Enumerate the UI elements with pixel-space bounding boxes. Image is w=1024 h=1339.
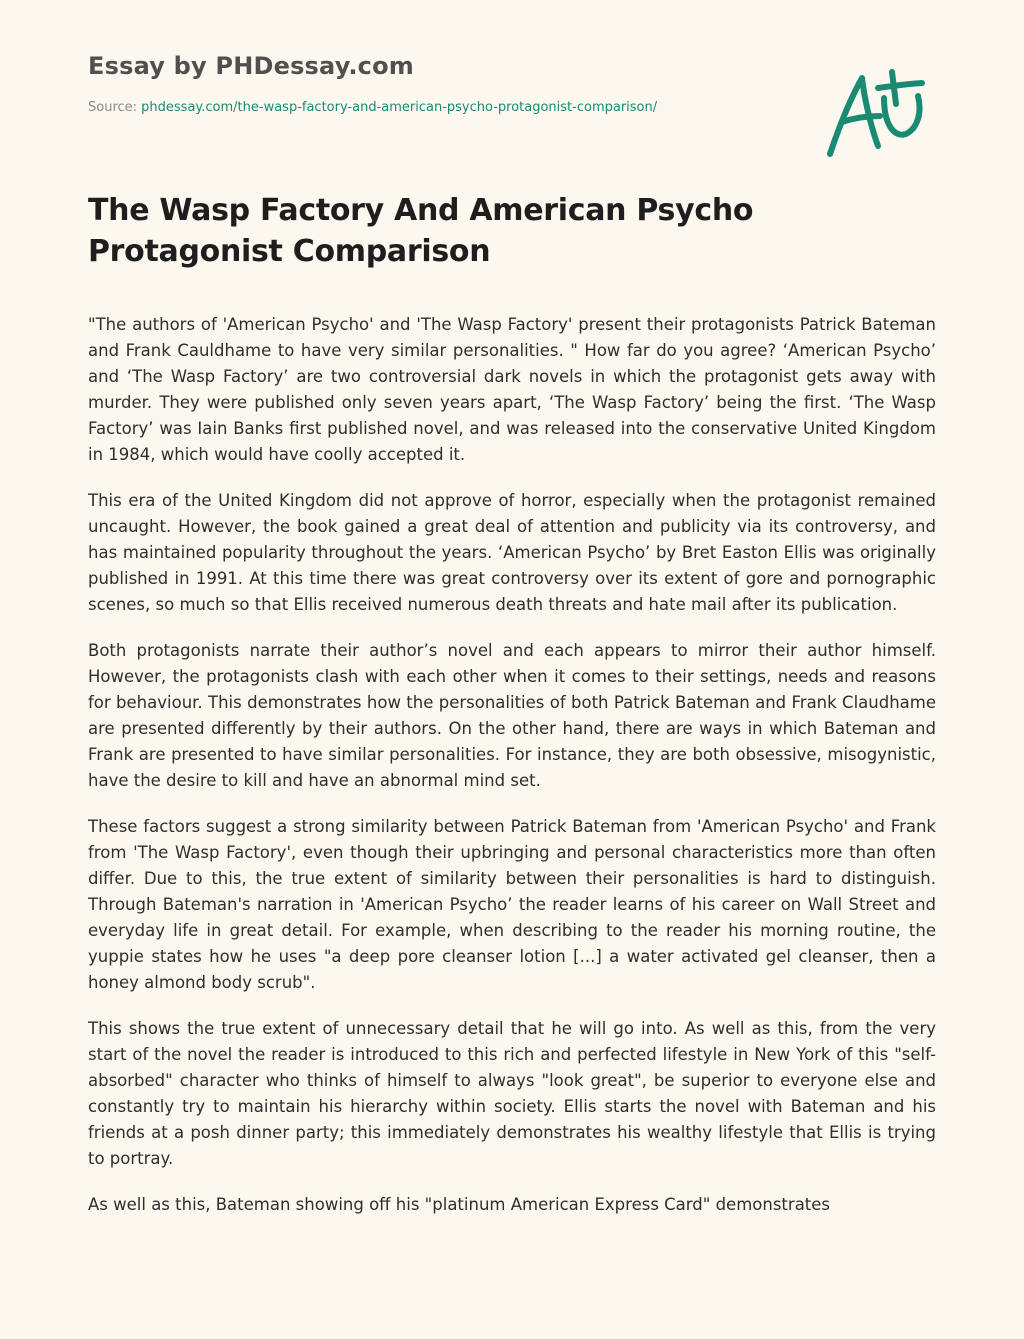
essay-paragraph: "The authors of 'American Psycho' and 'The Wasp Factory' present their protagonists Patrick Bateman and Frank Cauldhame to have very similar personalities. " How far do you agree? ‘American Psycho’ and ‘The Wasp Factory’ are two controversial dark novels in which the protagonist gets away with murder. They were published only seven years apart, ‘The Wasp Factory’ being the first. ‘The Wasp Factory’ was Iain Banks first published novel, and was released into the conservative United Kingdom in 1984, which would have coolly accepted it.	[88, 315, 936, 464]
essay-body	[88, 312, 936, 1292]
essay-paragraph: These factors suggest a strong similarity between Patrick Bateman from 'American Psycho' and Frank from 'The Wasp Factory', even though their upbringing and personal characteristics more than often differ. Due to this, the true extent of similarity between their personalities is hard to distinguish. Through Bateman's narration in 'American Psycho’ the reader learns of his career on Wall Street and everyday life in great detail. For example, when describing to the reader his morning routine, the yuppie states how he uses "a deep pore cleanser lotion [...] a water activated gel cleanser, then a honey almond body scrub".	[88, 817, 936, 992]
essay-paragraph: This shows the true extent of unnecessary detail that he will go into. As well as this, from the very start of the novel the reader is introduced to this rich and perfected lifestyle in New York of this "self-absorbed" character who thinks of himself to always "look great", be superior to everyone else and constantly try to maintain his hierarchy within society. Ellis starts the novel with Bateman and his friends at a posh dinner party; this immediately demonstrates his wealthy lifestyle that Ellis is trying to portray.	[88, 1019, 936, 1168]
site-brand[interactable]: Essay by PHDessay.com	[88, 52, 414, 80]
page-title: The Wasp Factory And American Psycho Protagonist Comparison	[88, 193, 754, 269]
source-label: Source:	[88, 100, 138, 115]
source-line	[88, 99, 936, 117]
essay-paragraph: Both protagonists narrate their author’s novel and each appears to mirror their author himself. However, the protagonists clash with each other when it comes to their settings, needs and reasons for behaviour. This demonstrates how the personalities of both Patrick Bateman and Frank Claudhame are presented differently by their authors. On the other hand, there are ways in which Bateman and Frank are presented to have similar personalities. For instance, they are both obsessive, misogynistic, have the desire to kill and have an abnormal mind set.	[88, 641, 936, 790]
essay-paragraph: This era of the United Kingdom did not approve of horror, especially when the protagonist remained uncaught. However, the book gained a great deal of attention and publicity via its controversy, and has maintained popularity throughout the years. ‘American Psycho’ by Bret Easton Ellis was originally published in 1991. At this time there was great controversy over its extent of gore and pornographic scenes, so much so that Ellis received numerous death threats and hate mail after its publication.	[88, 491, 936, 614]
a-plus-grade-icon	[822, 66, 928, 160]
source-link[interactable]: phdessay.com/the-wasp-factory-and-american-psycho-protagonist-comparison/	[141, 100, 658, 115]
header	[88, 50, 936, 117]
essay-paragraph: As well as this, Bateman showing off his "platinum American Express Card" demonstrates	[88, 1195, 831, 1214]
